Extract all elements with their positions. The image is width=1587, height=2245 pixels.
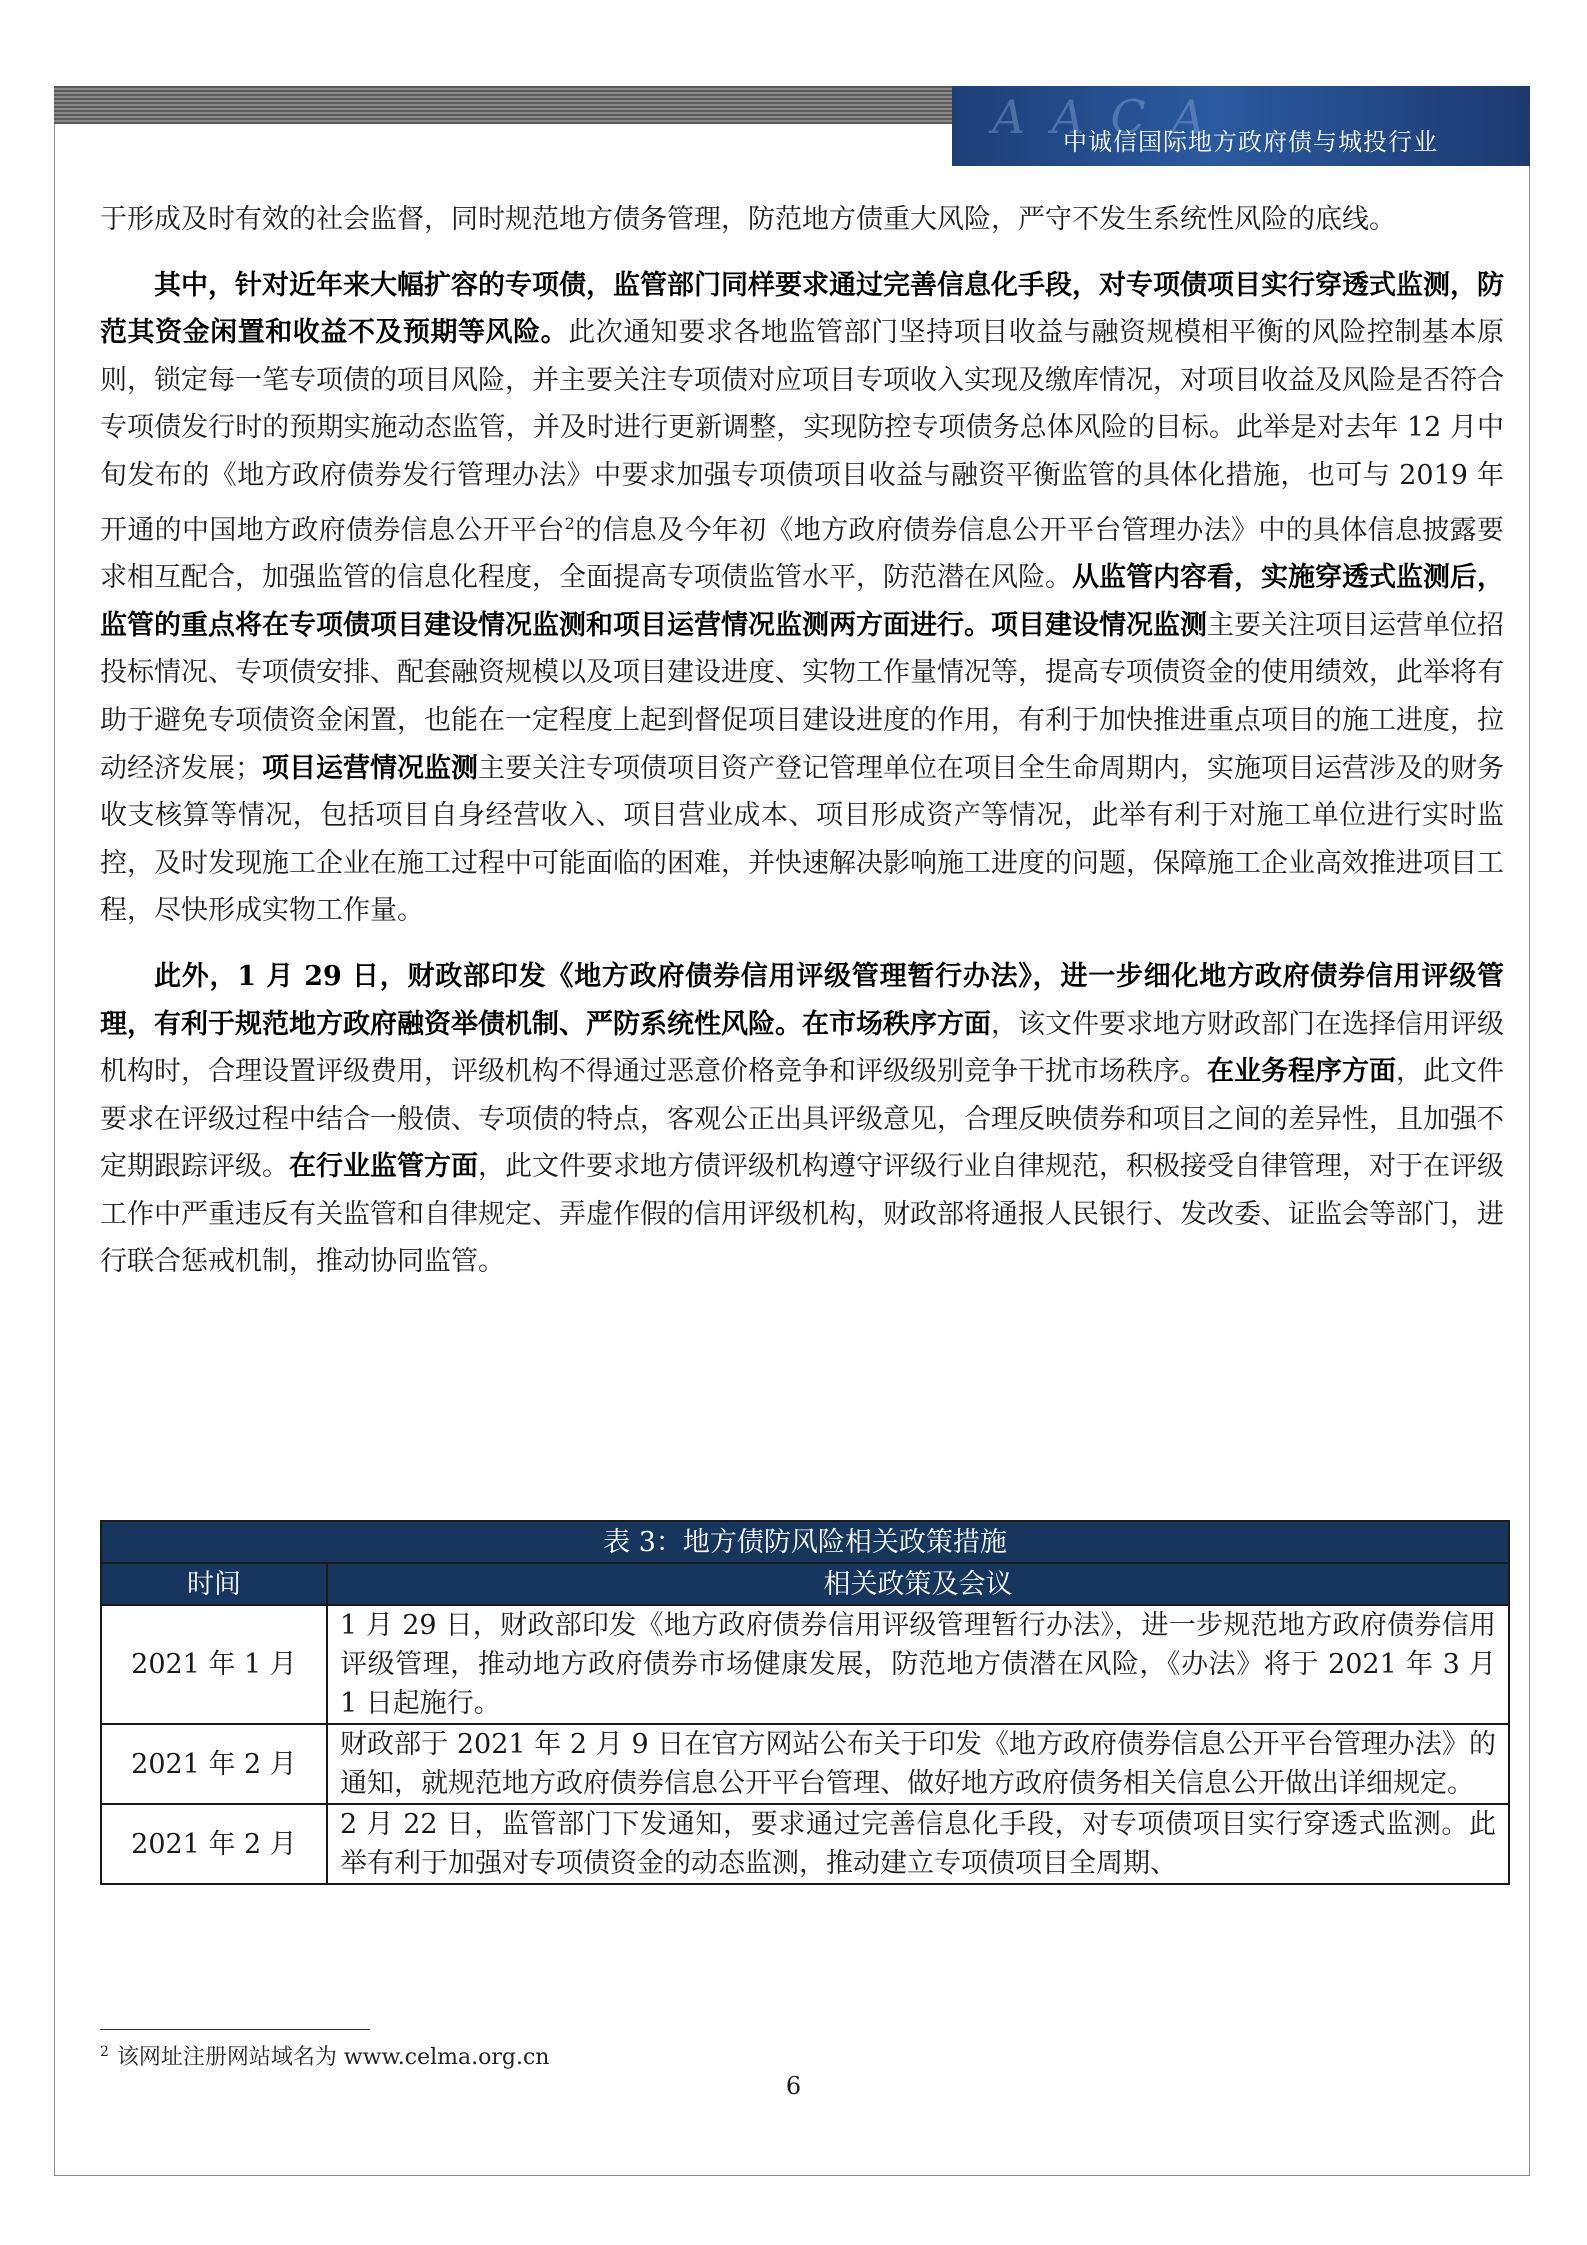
bold-text-run: 此外，1 月 29 日，财政部印发《地方政府债券信用评级管理暂行办法》，进一步细化地方政府债券信用评级管理，有利于规范地方政府融资举债机制、严防系统性风险。在市场秩序方面 bbox=[100, 960, 1504, 1040]
row-date: 2021 年 2 月 bbox=[101, 1724, 327, 1804]
text-run: 于形成及时有效的社会监督，同时规范地方债务管理，防范地方债重大风险，严守不发生系统性风险的底线。 bbox=[100, 204, 1396, 235]
footnote-marker: 2 bbox=[100, 2043, 109, 2060]
footnote-divider bbox=[100, 2029, 370, 2030]
page-number: 6 bbox=[785, 2072, 802, 2100]
report-series-title: 中诚信国际地方政府债与城投行业 bbox=[1063, 128, 1438, 156]
row-description: 2 月 22 日，监管部门下发通知，要求通过完善信息化手段，对专项债项目实行穿透式监测。此举有利于加强对专项债资金的动态监测，推动建立专项债项目全周期、 bbox=[327, 1804, 1509, 1884]
text-run: ，该文件要求地方财政部门在选择信用评级机构时，合理设置评级费用，评级机构不得通过恶意价格竞争和评级级别竞争干扰市场秩序。 bbox=[100, 1008, 1504, 1088]
text-run: 主要关注专项债项目资产登记管理单位在项目全生命周期内，实施项目运营涉及的财务收支核算等情况，包括项目自身经营收入、项目营业成本、项目形成资产等情况，此举有利于对施工单位进行实时监控，及时发现施工企业在施工过程中可能面临的困难，并快速解决影响施工进度的问题，保障施工企业高效推进项目工程，尽快形成实物工作量。 bbox=[100, 752, 1504, 927]
footnote-text: 该网址注册网站域名为 www.celma.org.cn bbox=[116, 2045, 550, 2070]
table-row bbox=[101, 1804, 1509, 1884]
bold-text-run: 其中，针对近年来大幅扩容的专项债，监管部门同样要求通过完善信息化手段，对专项债项目实行穿透式监测，防范其资金闲置和收益不及预期等风险。 bbox=[100, 269, 1504, 349]
footnote bbox=[100, 2040, 549, 2071]
row-description: 财政部于 2021 年 2 月 9 日在官方网站公布关于印发《地方政府债券信息公开平台管理办法》的通知，就规范地方政府债券信息公开平台管理、做好地方政府债务相关信息公开做出详细规定。 bbox=[327, 1724, 1509, 1804]
column-header-policy: 相关政策及会议 bbox=[327, 1563, 1509, 1605]
bold-text-run: 项目运营情况监测 bbox=[262, 752, 478, 784]
footnote-reference: 2 bbox=[564, 513, 575, 533]
header-banner bbox=[952, 86, 1530, 166]
policy-measures-table bbox=[100, 1520, 1510, 1885]
header-watermark-letters: AACA bbox=[992, 90, 1231, 144]
body-paragraph bbox=[100, 196, 1504, 244]
bold-text-run: 在业务程序方面 bbox=[1207, 1056, 1396, 1088]
text-run: 主要关注项目运营单位招投标情况、专项债安排、配套融资规模以及项目建设进度、实物工作量情况等，提高专项债资金的使用绩效，此举将有助于避免专项债资金闲置，也能在一定程度上起到督促项目建设进度的作用，有利于加快推进重点项目的施工进度，拉动经济发展； bbox=[100, 609, 1504, 784]
body-paragraph bbox=[100, 262, 1504, 935]
body-text bbox=[100, 196, 1504, 1286]
text-run: 的信息及今年初《地方政府债券信息公开平台管理办法》中的具体信息披露要求相互配合，加强监管的信息化程度，全面提高专项债监管水平，防范潜在风险。 bbox=[100, 514, 1505, 594]
text-run: 此次通知要求各地监管部门坚持项目收益与融资规模相平衡的风险控制基本原则，锁定每一笔专项债的项目风险，并主要关注专项债对应项目专项收入实现及缴库情况，对项目收益及风险是否符合专项债发行时的预期实施动态监管，并及时进行更新调整，实现防控专项债务总体风险的目标。此举是对去年 12 月中旬发布的《地方政府债券发行管理办法》中要求加强专项债项目收益与融资平衡监管的具体化措施，也可与 2019 年开通的中国地方政府债券信息公开平台 bbox=[100, 317, 1505, 546]
table-caption: 表 3：地方债防风险相关政策措施 bbox=[101, 1521, 1509, 1563]
row-date: 2021 年 2 月 bbox=[101, 1804, 327, 1884]
table-row bbox=[101, 1724, 1509, 1804]
row-description: 1 月 29 日，财政部印发《地方政府债券信用评级管理暂行办法》，进一步规范地方政府债券信用评级管理，推动地方政府债券市场健康发展，防范地方债潜在风险，《办法》将于 2021 年 3 月 1 日起施行。 bbox=[327, 1605, 1509, 1724]
column-header-time: 时间 bbox=[101, 1563, 327, 1605]
body-paragraph bbox=[100, 953, 1504, 1286]
table-row bbox=[101, 1605, 1509, 1724]
text-run: ，此文件要求在评级过程中结合一般债、专项债的特点，客观公正出具评级意见，合理反映债券和项目之间的差异性，且加强不定期跟踪评级。 bbox=[100, 1056, 1504, 1183]
row-date: 2021 年 1 月 bbox=[101, 1605, 327, 1724]
bold-text-run: 从监管内容看，实施穿透式监测后，监管的重点将在专项债项目建设情况监测和项目运营情况监测两方面进行。项目建设情况监测 bbox=[100, 562, 1504, 641]
text-run: ，此文件要求地方债评级机构遵守评级行业自律规范，积极接受自律管理，对于在评级工作中严重违反有关监管和自律规定、弄虚作假的信用评级机构，财政部将通报人民银行、发改委、证监会等部门，进行联合惩戒机制，推动协同监管。 bbox=[100, 1151, 1504, 1278]
bold-text-run: 在行业监管方面 bbox=[289, 1151, 478, 1183]
